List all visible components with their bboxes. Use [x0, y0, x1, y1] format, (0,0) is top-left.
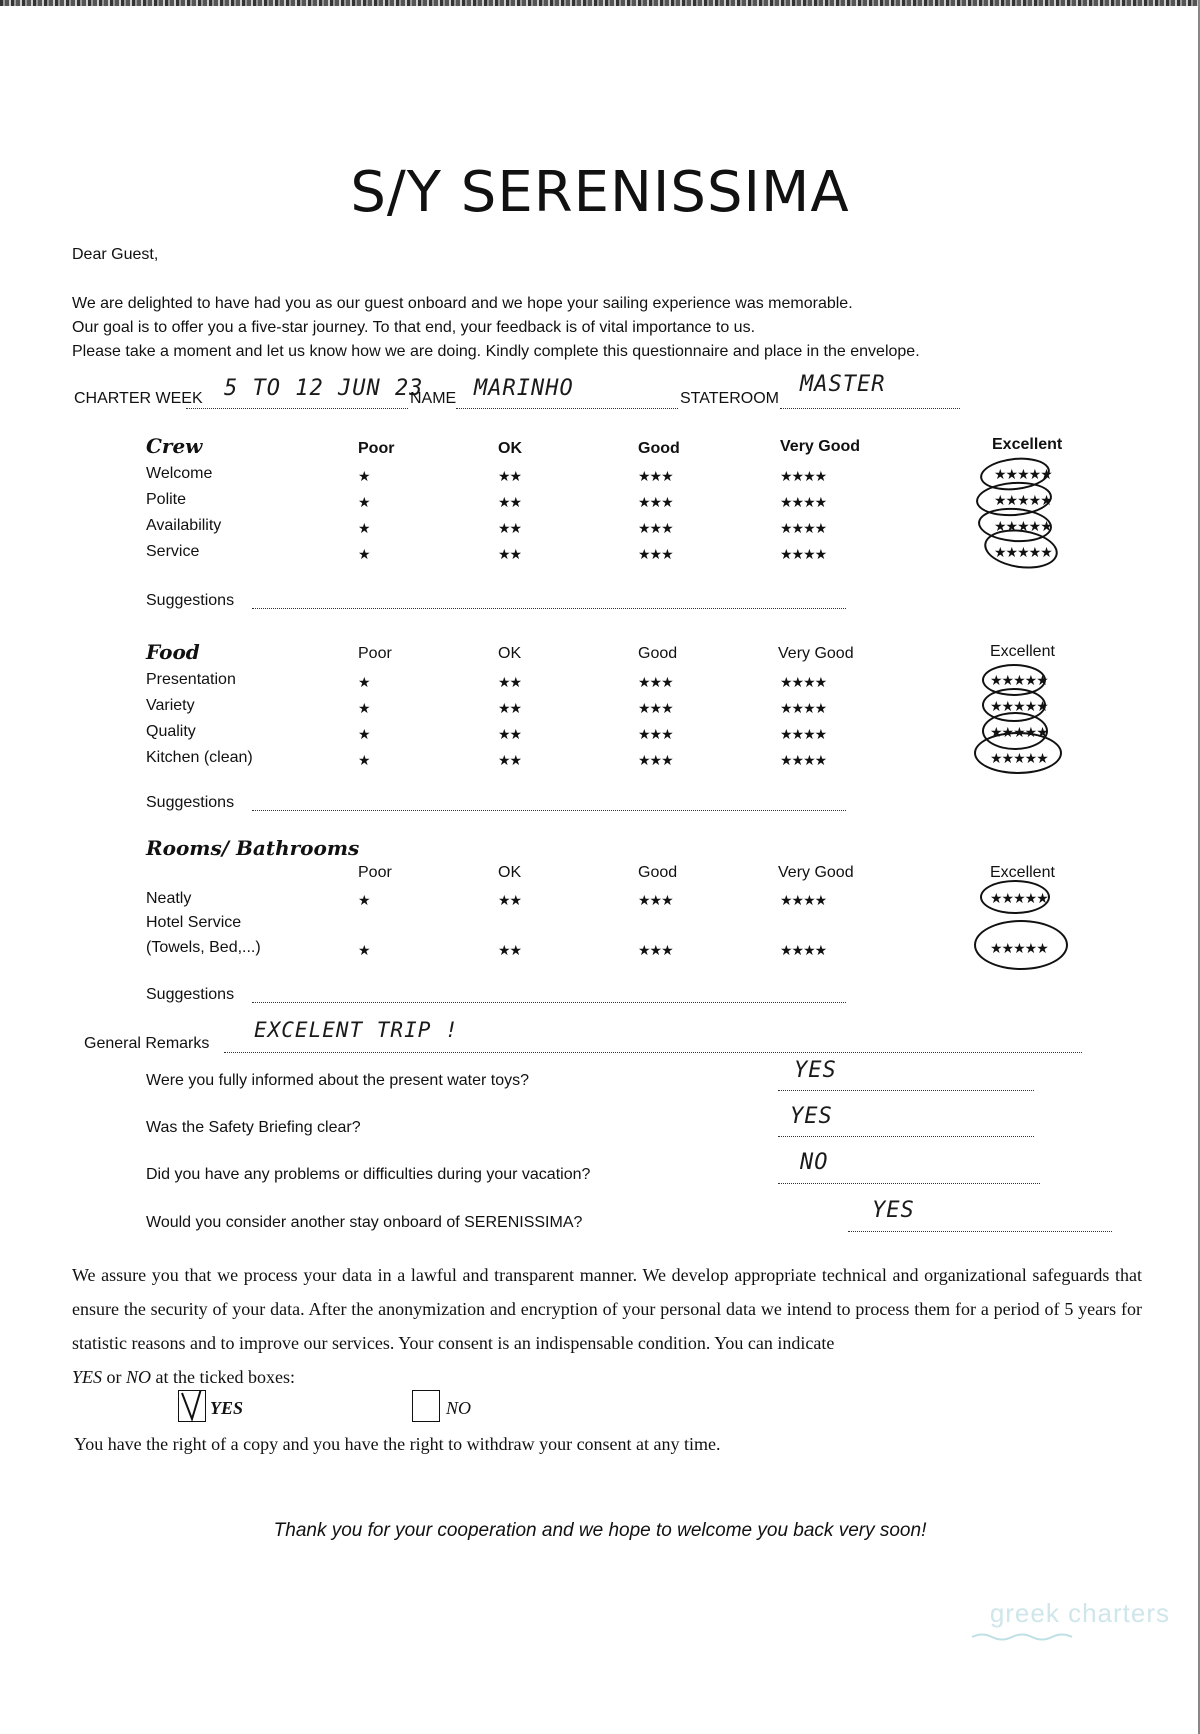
consent-rights-text: You have the right of a copy and you have the right to withdraw your consent at any time.	[74, 1434, 721, 1454]
star-rating-very-good[interactable]: ★★★★	[780, 752, 827, 768]
rooms-suggestions-label: Suggestions	[146, 986, 235, 1003]
question-problems: Did you have any problems or difficulties during your vacation?	[146, 1166, 591, 1183]
star-rating-poor[interactable]: ★	[358, 752, 370, 768]
food-header-ok: OK	[498, 645, 522, 662]
answer-line	[848, 1231, 1112, 1232]
star-rating-excellent[interactable]: ★★★★★	[990, 890, 1048, 906]
crew-header-good: Good	[638, 440, 680, 457]
star-rating-good[interactable]: ★★★	[638, 468, 673, 484]
crew-section-title: Crew	[146, 434, 203, 458]
answer-line	[778, 1090, 1034, 1091]
star-rating-ok[interactable]: ★★	[498, 468, 522, 484]
answer-line	[778, 1136, 1034, 1137]
food-header-good: Good	[638, 645, 678, 662]
crew-suggestions-label: Suggestions	[146, 592, 235, 609]
star-rating-poor[interactable]: ★	[358, 468, 370, 484]
food-item-kitchen: Kitchen (clean)	[146, 749, 253, 766]
no-word: NO	[126, 1367, 152, 1387]
star-rating-poor[interactable]: ★	[358, 892, 370, 908]
star-rating-ok[interactable]: ★★	[498, 892, 522, 908]
star-rating-very-good[interactable]: ★★★★	[780, 520, 827, 536]
intro-line: Please take a moment and let us know how we are doing. Kindly complete this questionnaire and place in the envelope.	[72, 343, 920, 360]
food-suggestions-label: Suggestions	[146, 794, 235, 811]
star-rating-good[interactable]: ★★★	[638, 674, 673, 690]
charter-week-label: CHARTER WEEK	[74, 390, 203, 407]
consent-yes-label: YES	[210, 1398, 244, 1418]
star-rating-poor[interactable]: ★	[358, 942, 370, 958]
star-rating-ok[interactable]: ★★	[498, 942, 522, 958]
star-rating-ok[interactable]: ★★	[498, 726, 522, 742]
star-rating-ok[interactable]: ★★	[498, 752, 522, 768]
rooms-section-title: Rooms/ Bathrooms	[146, 836, 360, 860]
star-rating-good[interactable]: ★★★	[638, 892, 673, 908]
star-rating-very-good[interactable]: ★★★★	[780, 726, 827, 742]
crew-header-poor: Poor	[358, 440, 395, 457]
star-rating-excellent[interactable]: ★★★★★	[990, 750, 1048, 766]
star-rating-ok[interactable]: ★★	[498, 674, 522, 690]
thank-you-note: Thank you for your cooperation and we hope to welcome you back very soon!	[273, 1520, 927, 1541]
star-rating-very-good[interactable]: ★★★★	[780, 674, 827, 690]
star-rating-excellent[interactable]: ★★★★★	[994, 466, 1052, 482]
yes-word: YES	[72, 1367, 103, 1387]
general-remarks-line	[224, 1052, 1082, 1053]
crew-item-service: Service	[146, 543, 200, 560]
page-title: S/Y SERENISSIMA	[350, 160, 850, 225]
general-remarks-value[interactable]: EXCELENT TRIP !	[254, 1018, 459, 1042]
star-rating-good[interactable]: ★★★	[638, 942, 673, 958]
name-label: NAME	[410, 390, 457, 407]
selection-circle	[980, 880, 1050, 914]
star-rating-good[interactable]: ★★★	[638, 700, 673, 716]
crew-item-availability: Availability	[146, 517, 222, 534]
star-rating-very-good[interactable]: ★★★★	[780, 700, 827, 716]
name-line	[456, 408, 678, 409]
selection-circle	[974, 732, 1062, 774]
rooms-item-hotel-service: Hotel Service	[146, 914, 242, 931]
food-item-presentation: Presentation	[146, 671, 236, 688]
consent-yes-checkbox[interactable]	[178, 1390, 206, 1422]
crew-item-welcome: Welcome	[146, 465, 213, 482]
star-rating-excellent[interactable]: ★★★★★	[990, 672, 1048, 688]
data-protection-paragraph	[72, 1258, 1142, 1394]
answer-another-stay[interactable]: YES	[872, 1198, 915, 1223]
star-rating-good[interactable]: ★★★	[638, 520, 673, 536]
rooms-item-hotel-service-detail: (Towels, Bed,...)	[146, 939, 261, 956]
stateroom-label: STATEROOM	[680, 390, 779, 407]
star-rating-poor[interactable]: ★	[358, 700, 370, 716]
consent-no-label: NO	[446, 1398, 472, 1418]
scan-edge	[0, 0, 1200, 6]
crew-header-very-good: Very Good	[780, 438, 861, 455]
star-rating-good[interactable]: ★★★	[638, 726, 673, 742]
rooms-header-excellent: Excellent	[990, 864, 1055, 881]
food-section-title: Food	[146, 640, 200, 664]
crew-header-excellent: Excellent	[992, 436, 1063, 453]
star-rating-poor[interactable]: ★	[358, 494, 370, 510]
star-rating-poor[interactable]: ★	[358, 726, 370, 742]
consent-no-checkbox[interactable]	[412, 1390, 440, 1422]
star-rating-excellent[interactable]: ★★★★★	[994, 492, 1052, 508]
answer-problems[interactable]: NO	[800, 1150, 829, 1175]
food-item-variety: Variety	[146, 697, 195, 714]
star-rating-very-good[interactable]: ★★★★	[780, 468, 827, 484]
stateroom-line	[780, 408, 960, 409]
star-rating-very-good[interactable]: ★★★★	[780, 942, 827, 958]
greeting: Dear Guest,	[72, 246, 159, 263]
rooms-header-poor: Poor	[358, 864, 392, 881]
data-protection-tail: at the ticked boxes:	[155, 1367, 295, 1387]
charter-week-line	[186, 408, 408, 409]
star-rating-excellent[interactable]: ★★★★★	[990, 724, 1048, 740]
stateroom-value[interactable]: MASTER	[800, 372, 886, 397]
question-water-toys: Were you fully informed about the present water toys?	[146, 1072, 530, 1089]
star-rating-ok[interactable]: ★★	[498, 520, 522, 536]
star-rating-good[interactable]: ★★★	[638, 546, 673, 562]
question-another-stay: Would you consider another stay onboard of SERENISSIMA?	[146, 1214, 583, 1231]
star-rating-good[interactable]: ★★★	[638, 752, 673, 768]
star-rating-poor[interactable]: ★	[358, 546, 370, 562]
check-mark-icon	[179, 1391, 205, 1421]
answer-safety-briefing[interactable]: YES	[790, 1104, 833, 1129]
food-header-very-good: Very Good	[778, 645, 854, 662]
wave-icon	[972, 1632, 1082, 1642]
name-value[interactable]: MARINHO	[474, 376, 574, 401]
watermark-logo: greek charters	[989, 1598, 1170, 1628]
rooms-header-good: Good	[638, 864, 678, 881]
data-protection-text: We assure you that we process your data in a lawful and transparent manner. We develop appropriate technical and organizational safeguards that ensure the security of your data. After the anonymization and encryption of your personal data we intend to process them for a period of 5 years for statistic reasons and to improve our services. Your consent is an indispensable condition. You can indicate	[72, 1265, 1142, 1353]
selection-circle	[974, 920, 1068, 970]
food-header-poor: Poor	[358, 645, 392, 662]
intro-line: Our goal is to offer you a five-star journey. To that end, your feedback is of vital importance to us.	[72, 319, 756, 336]
answer-line	[778, 1183, 1040, 1184]
star-rating-ok[interactable]: ★★	[498, 494, 522, 510]
food-suggestions-line[interactable]	[252, 810, 846, 811]
intro-line: We are delighted to have had you as our guest onboard and we hope your sailing experience was memorable.	[72, 295, 853, 312]
rooms-item-neatly: Neatly	[146, 890, 192, 907]
crew-suggestions-line[interactable]	[252, 608, 846, 609]
or-word: or	[106, 1367, 122, 1387]
star-rating-poor[interactable]: ★	[358, 520, 370, 536]
star-rating-excellent[interactable]: ★★★★★	[990, 940, 1048, 956]
intro-paragraph	[72, 292, 1122, 364]
star-rating-good[interactable]: ★★★	[638, 494, 673, 510]
star-rating-ok[interactable]: ★★	[498, 546, 522, 562]
question-safety-briefing: Was the Safety Briefing clear?	[146, 1119, 361, 1136]
star-rating-excellent[interactable]: ★★★★★	[994, 544, 1052, 560]
crew-header-ok: OK	[498, 440, 522, 457]
star-rating-ok[interactable]: ★★	[498, 700, 522, 716]
answer-water-toys[interactable]: YES	[794, 1058, 837, 1083]
star-rating-very-good[interactable]: ★★★★	[780, 494, 827, 510]
food-header-excellent: Excellent	[990, 643, 1055, 660]
general-remarks-label: General Remarks	[84, 1035, 210, 1052]
rooms-header-very-good: Very Good	[778, 864, 854, 881]
crew-item-polite: Polite	[146, 491, 187, 508]
star-rating-excellent[interactable]: ★★★★★	[990, 698, 1048, 714]
star-rating-excellent[interactable]: ★★★★★	[994, 518, 1052, 534]
star-rating-poor[interactable]: ★	[358, 674, 370, 690]
rooms-suggestions-line[interactable]	[252, 1002, 846, 1003]
food-item-quality: Quality	[146, 723, 196, 740]
rooms-header-ok: OK	[498, 864, 522, 881]
charter-week-value[interactable]: 5 TO 12 JUN 23	[224, 376, 424, 401]
star-rating-very-good[interactable]: ★★★★	[780, 546, 827, 562]
star-rating-very-good[interactable]: ★★★★	[780, 892, 827, 908]
